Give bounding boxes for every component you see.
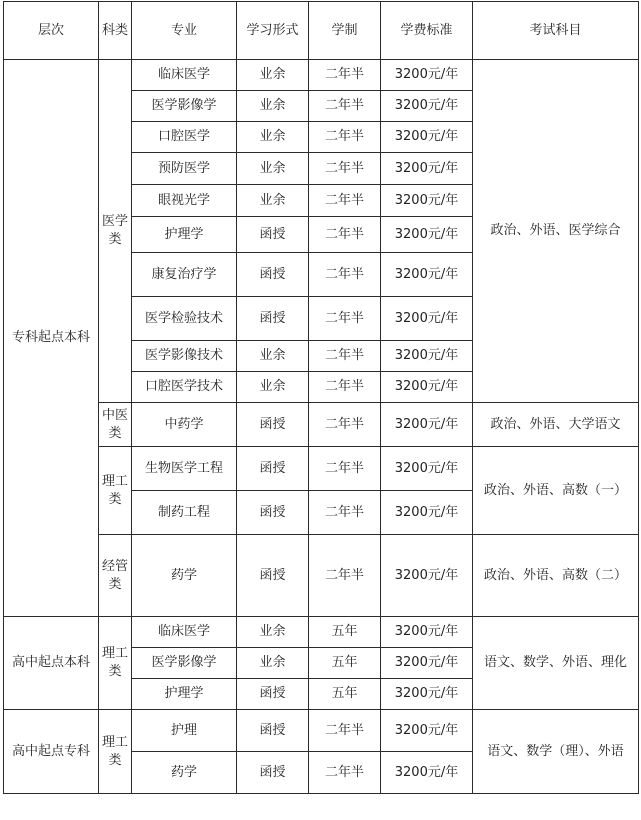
mode-cell: 函授 [237,679,309,710]
duration-cell: 五年 [309,648,381,679]
header-mode: 学习形式 [237,2,309,60]
major-cell: 医学影像技术 [132,341,237,372]
duration-cell: 二年半 [309,297,381,341]
fee-cell: 3200元/年 [381,648,473,679]
mode-cell: 业余 [237,372,309,403]
major-cell: 口腔医学技术 [132,372,237,403]
major-cell: 医学影像学 [132,91,237,122]
fee-cell: 3200元/年 [381,217,473,253]
major-cell: 临床医学 [132,617,237,648]
mode-cell: 函授 [237,535,309,617]
mode-cell: 业余 [237,153,309,185]
duration-cell: 五年 [309,679,381,710]
fee-cell: 3200元/年 [381,403,473,447]
major-cell: 医学检验技术 [132,297,237,341]
exam-cell: 语文、数学（理）、外语 [473,710,639,794]
fee-cell: 3200元/年 [381,253,473,297]
major-cell: 制药工程 [132,491,237,535]
major-cell: 康复治疗学 [132,253,237,297]
major-cell: 医学影像学 [132,648,237,679]
duration-cell: 二年半 [309,185,381,217]
fee-cell: 3200元/年 [381,372,473,403]
mode-cell: 函授 [237,710,309,752]
category-cell: 中医类 [99,403,132,447]
major-cell: 药学 [132,752,237,794]
header-exam: 考试科目 [473,2,639,60]
header-fee: 学费标准 [381,2,473,60]
duration-cell: 二年半 [309,153,381,185]
major-cell: 眼视光学 [132,185,237,217]
table-row [4,60,639,91]
fee-cell: 3200元/年 [381,341,473,372]
major-cell: 生物医学工程 [132,447,237,491]
exam-cell: 政治、外语、高数（二） [473,535,639,617]
table-row [4,617,639,648]
major-cell: 护理学 [132,217,237,253]
duration-cell: 二年半 [309,253,381,297]
category-cell: 经管类 [99,535,132,617]
mode-cell: 业余 [237,60,309,91]
table-row [4,710,639,752]
fee-cell: 3200元/年 [381,297,473,341]
mode-cell: 业余 [237,185,309,217]
duration-cell: 二年半 [309,91,381,122]
category-cell: 理工类 [99,710,132,794]
duration-cell: 二年半 [309,447,381,491]
major-cell: 中药学 [132,403,237,447]
major-cell: 药学 [132,535,237,617]
major-cell: 护理学 [132,679,237,710]
fee-cell: 3200元/年 [381,91,473,122]
fee-cell: 3200元/年 [381,60,473,91]
mode-cell: 函授 [237,403,309,447]
mode-cell: 函授 [237,447,309,491]
level-cell: 高中起点专科 [4,710,99,794]
mode-cell: 业余 [237,341,309,372]
exam-cell: 政治、外语、医学综合 [473,60,639,403]
level-cell: 专科起点本科 [4,60,99,617]
fee-cell: 3200元/年 [381,679,473,710]
fee-cell: 3200元/年 [381,185,473,217]
fee-cell: 3200元/年 [381,447,473,491]
header-duration: 学制 [309,2,381,60]
table-row [4,447,639,491]
mode-cell: 函授 [237,217,309,253]
duration-cell: 二年半 [309,122,381,153]
header-row [4,2,639,60]
level-cell: 高中起点本科 [4,617,99,710]
duration-cell: 二年半 [309,535,381,617]
exam-cell: 政治、外语、大学语文 [473,403,639,447]
enrollment-table [3,1,639,794]
duration-cell: 二年半 [309,372,381,403]
fee-cell: 3200元/年 [381,535,473,617]
duration-cell: 五年 [309,617,381,648]
mode-cell: 函授 [237,297,309,341]
fee-cell: 3200元/年 [381,122,473,153]
category-cell: 理工类 [99,617,132,710]
duration-cell: 二年半 [309,60,381,91]
duration-cell: 二年半 [309,752,381,794]
mode-cell: 函授 [237,491,309,535]
major-cell: 预防医学 [132,153,237,185]
fee-cell: 3200元/年 [381,752,473,794]
duration-cell: 二年半 [309,217,381,253]
mode-cell: 业余 [237,617,309,648]
category-cell: 理工类 [99,447,132,535]
mode-cell: 函授 [237,752,309,794]
duration-cell: 二年半 [309,491,381,535]
mode-cell: 业余 [237,648,309,679]
mode-cell: 函授 [237,253,309,297]
fee-cell: 3200元/年 [381,153,473,185]
exam-cell: 政治、外语、高数（一） [473,447,639,535]
major-cell: 口腔医学 [132,122,237,153]
major-cell: 临床医学 [132,60,237,91]
fee-cell: 3200元/年 [381,617,473,648]
fee-cell: 3200元/年 [381,710,473,752]
table-row [4,403,639,447]
fee-cell: 3200元/年 [381,491,473,535]
major-cell: 护理 [132,710,237,752]
duration-cell: 二年半 [309,710,381,752]
table-row [4,535,639,617]
header-major: 专业 [132,2,237,60]
duration-cell: 二年半 [309,341,381,372]
header-level: 层次 [4,2,99,60]
category-cell: 医学类 [99,60,132,403]
mode-cell: 业余 [237,91,309,122]
mode-cell: 业余 [237,122,309,153]
exam-cell: 语文、数学、外语、理化 [473,617,639,710]
duration-cell: 二年半 [309,403,381,447]
header-category: 科类 [99,2,132,60]
